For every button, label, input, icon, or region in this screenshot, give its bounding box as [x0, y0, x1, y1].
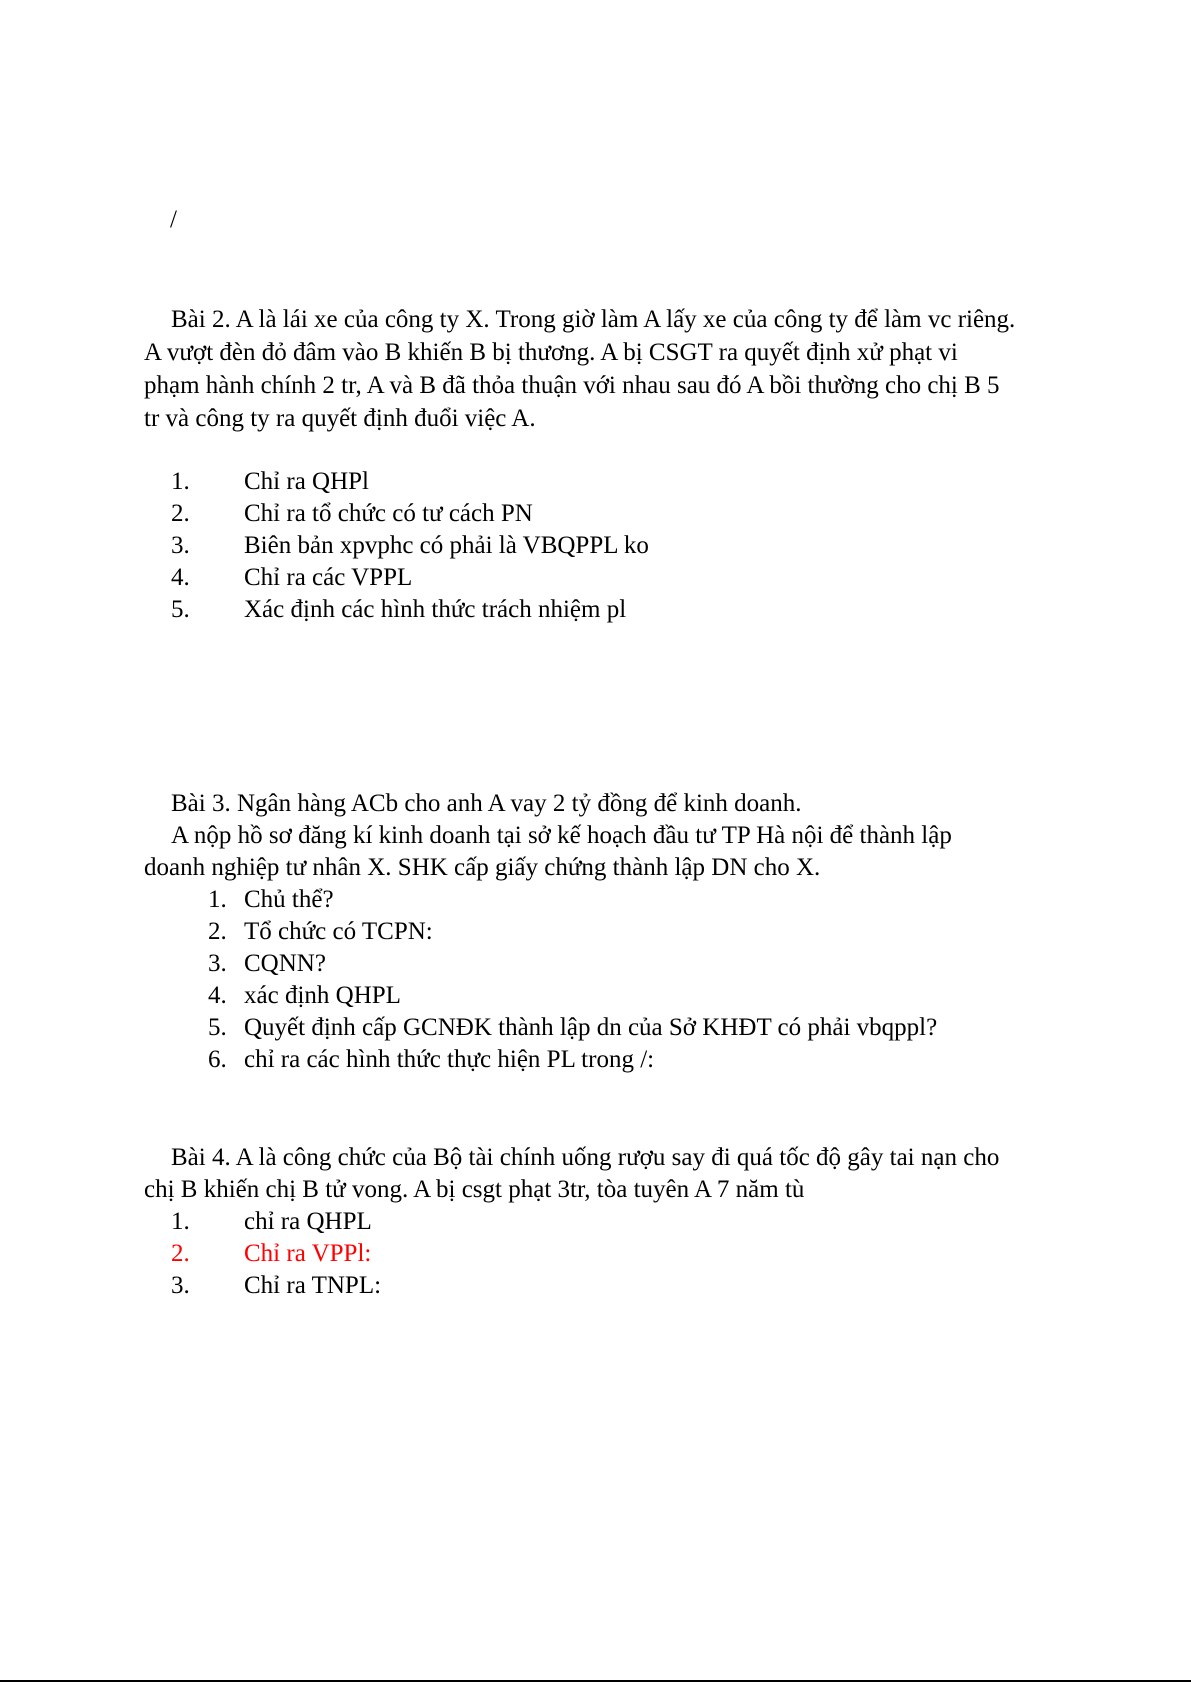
question-text: Chủ thể? — [244, 886, 334, 913]
question-text: Chỉ ra các VPPL — [244, 564, 413, 591]
question-number: 2. — [171, 500, 190, 527]
question-text: Chỉ ra tổ chức có tư cách PN — [244, 500, 533, 527]
page-bottom-rule — [0, 1680, 1191, 1682]
question-text: Tổ chức có TCPN: — [244, 918, 433, 945]
question-number: 4. — [171, 564, 190, 591]
exercise-3-line-1: Bài 3. Ngân hàng ACb cho anh A vay 2 tỷ đồng để kinh doanh. — [171, 790, 802, 817]
question-number: 5. — [208, 1014, 227, 1041]
slash-mark: / — [170, 206, 177, 233]
question-number: 5. — [171, 596, 190, 623]
question-number: 2. — [208, 918, 227, 945]
exercise-3-line-2: A nộp hồ sơ đăng kí kinh doanh tại sở kế hoạch đầu tư TP Hà nội để thành lập — [171, 822, 952, 849]
question-text: chỉ ra các hình thức thực hiện PL trong /: — [244, 1046, 655, 1073]
question-text-highlighted: Chỉ ra VPPl: — [244, 1240, 372, 1267]
question-text: xác định QHPL — [244, 982, 401, 1009]
question-text: Biên bản xpvphc có phải là VBQPPL ko — [244, 532, 649, 559]
question-number: 3. — [171, 532, 190, 559]
exercise-4-line-1: Bài 4. A là công chức của Bộ tài chính uống rượu say đi quá tốc độ gây tai nạn cho — [171, 1144, 1000, 1171]
question-text: Chỉ ra TNPL: — [244, 1272, 382, 1299]
question-number: 4. — [208, 982, 227, 1009]
question-text: Xác định các hình thức trách nhiệm pl — [244, 596, 627, 623]
exercise-2-line-3: phạm hành chính 2 tr, A và B đã thỏa thuận với nhau sau đó A bồi thường cho chị B 5 — [144, 372, 1000, 399]
exercise-4-line-2: chị B khiến chị B tử vong. A bị csgt phạt 3tr, tòa tuyên A 7 năm tù — [144, 1176, 805, 1203]
question-number: 3. — [171, 1272, 190, 1299]
exercise-2-line-1: Bài 2. A là lái xe của công ty X. Trong giờ làm A lấy xe của công ty để làm vc riêng. — [171, 306, 1016, 333]
exercise-2-line-2: A vượt đèn đỏ đâm vào B khiến B bị thương. A bị CSGT ra quyết định xử phạt vi — [144, 339, 958, 366]
question-number-highlighted: 2. — [171, 1240, 190, 1267]
question-text: CQNN? — [244, 950, 326, 977]
question-number: 1. — [171, 468, 190, 495]
question-text: Quyết định cấp GCNĐK thành lập dn của Sở KHĐT có phải vbqppl? — [244, 1014, 938, 1041]
exercise-3-line-3: doanh nghiệp tư nhân X. SHK cấp giấy chứng thành lập DN cho X. — [144, 854, 821, 881]
question-number: 1. — [171, 1208, 190, 1235]
exercise-2-line-4: tr và công ty ra quyết định đuổi việc A. — [144, 405, 536, 432]
question-number: 3. — [208, 950, 227, 977]
question-number: 1. — [208, 886, 227, 913]
question-text: Chỉ ra QHPl — [244, 468, 369, 495]
question-text: chỉ ra QHPL — [244, 1208, 372, 1235]
question-number: 6. — [208, 1046, 227, 1073]
